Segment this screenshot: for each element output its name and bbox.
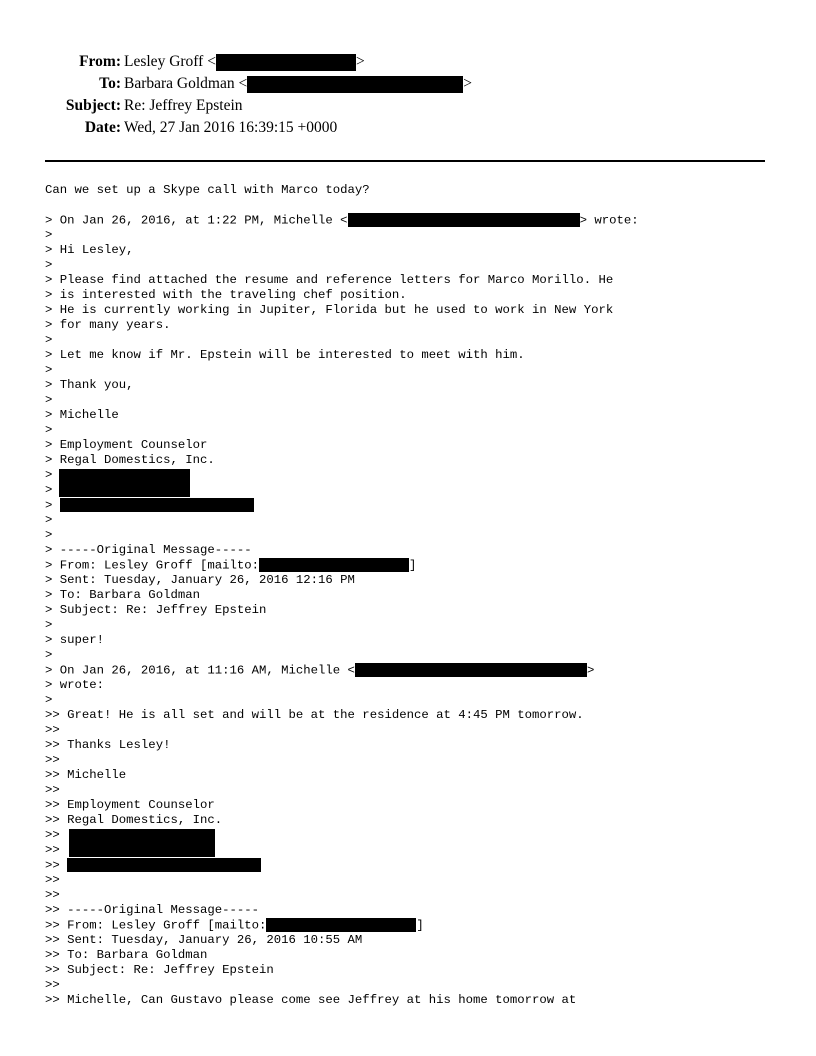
body-line: >> Regal Domestics, Inc. xyxy=(45,813,223,827)
body-line: > -----Original Message----- xyxy=(45,543,252,557)
body-line: > Thank you, xyxy=(45,378,134,392)
redaction-bar xyxy=(60,498,254,512)
date-label: Date: xyxy=(84,119,121,136)
body-line: >> Michelle, Can Gustavo please come see Jeffrey at his home tomorrow at xyxy=(45,993,577,1007)
body-line: > xyxy=(45,468,775,483)
redaction-bar xyxy=(67,858,261,872)
body-line: > xyxy=(45,483,53,497)
body-line: > From: Lesley Groff [mailto: ] xyxy=(45,558,417,573)
body-line: >> xyxy=(45,888,60,902)
body-line: > On Jan 26, 2016, at 11:16 AM, Michelle < > xyxy=(45,663,595,678)
redaction-bar xyxy=(69,829,215,857)
body-line: >> Michelle xyxy=(45,768,127,782)
header-divider xyxy=(45,160,765,162)
body-line: > wrote: xyxy=(45,678,105,692)
body-line: Can we set up a Skype call with Marco today? xyxy=(45,183,370,197)
body-line: > xyxy=(45,363,53,377)
from-value: Lesley Groff < > xyxy=(124,53,365,70)
redaction-bar xyxy=(59,469,190,497)
body-line: >> xyxy=(45,858,775,873)
body-line: >> Employment Counselor xyxy=(45,798,215,812)
blank-line xyxy=(45,198,775,213)
redaction-bar xyxy=(259,558,409,572)
subject-value: Re: Jeffrey Epstein xyxy=(124,97,243,114)
body-line: >> From: Lesley Groff [mailto: ] xyxy=(45,918,424,933)
body-line: > xyxy=(45,498,775,513)
body-line: > xyxy=(45,618,53,632)
header-to-row xyxy=(0,74,816,94)
body-line: >> xyxy=(45,753,60,767)
body-line: > xyxy=(45,393,53,407)
body-line: >> Thanks Lesley! xyxy=(45,738,171,752)
body-line: >> xyxy=(45,873,60,887)
body-line: > xyxy=(45,693,53,707)
body-line: > xyxy=(45,513,53,527)
to-value: Barbara Goldman < > xyxy=(124,75,472,92)
body-line: >> -----Original Message----- xyxy=(45,903,260,917)
body-line: > xyxy=(45,423,53,437)
header-from-row xyxy=(0,52,816,72)
body-line: > xyxy=(45,258,53,272)
redaction-bar xyxy=(266,918,416,932)
body-line: > xyxy=(45,228,53,242)
body-line: > is interested with the traveling chef position. xyxy=(45,288,407,302)
body-line: >> Subject: Re: Jeffrey Epstein xyxy=(45,963,274,977)
body-line: > To: Barbara Goldman xyxy=(45,588,200,602)
redaction-bar xyxy=(348,213,580,227)
body-line: > Sent: Tuesday, January 26, 2016 12:16 PM xyxy=(45,573,355,587)
email-body xyxy=(45,183,775,1008)
body-line: >> xyxy=(45,843,60,857)
from-label: From: xyxy=(79,53,121,70)
to-label: To: xyxy=(99,75,121,92)
subject-label: Subject: xyxy=(65,97,121,114)
body-line: > super! xyxy=(45,633,105,647)
body-line: > Regal Domestics, Inc. xyxy=(45,453,215,467)
body-line: > Please find attached the resume and reference letters for Marco Morillo. He xyxy=(45,273,614,287)
body-line: > He is currently working in Jupiter, Florida but he used to work in New York xyxy=(45,303,614,317)
header-subject-row xyxy=(0,96,816,116)
body-line: > Employment Counselor xyxy=(45,438,208,452)
body-line: > Michelle xyxy=(45,408,119,422)
body-line: > xyxy=(45,333,53,347)
redaction-bar xyxy=(216,54,356,71)
redaction-bar xyxy=(355,663,587,677)
body-line: >> Great! He is all set and will be at the residence at 4:45 PM tomorrow. xyxy=(45,708,584,722)
header-date-row xyxy=(0,118,816,138)
body-line: >> Sent: Tuesday, January 26, 2016 10:55 AM xyxy=(45,933,363,947)
body-line: > Hi Lesley, xyxy=(45,243,134,257)
body-line: >> xyxy=(45,783,60,797)
body-line: > for many years. xyxy=(45,318,171,332)
body-line: >> xyxy=(45,828,775,843)
date-value: Wed, 27 Jan 2016 16:39:15 +0000 xyxy=(124,119,338,136)
body-line: > xyxy=(45,648,53,662)
body-line: > On Jan 26, 2016, at 1:22 PM, Michelle < > wrote: xyxy=(45,213,639,228)
body-line: > Subject: Re: Jeffrey Epstein xyxy=(45,603,267,617)
redaction-bar xyxy=(247,76,463,93)
body-line: >> xyxy=(45,978,60,992)
body-line: >> To: Barbara Goldman xyxy=(45,948,208,962)
body-line: >> xyxy=(45,723,60,737)
body-line: > xyxy=(45,528,53,542)
body-line: > Let me know if Mr. Epstein will be interested to meet with him. xyxy=(45,348,525,362)
